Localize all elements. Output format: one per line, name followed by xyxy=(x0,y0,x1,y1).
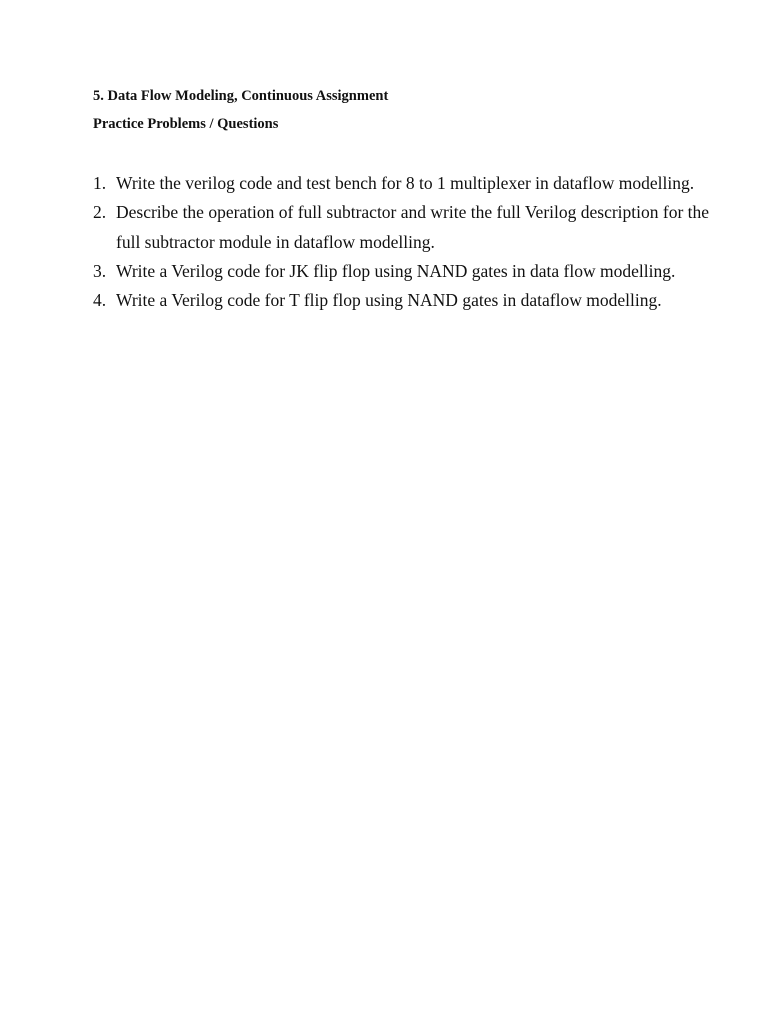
section-title: 5. Data Flow Modeling, Continuous Assignment xyxy=(93,88,389,104)
question-list xyxy=(93,169,733,315)
question-text: Write a Verilog code for T flip flop using NAND gates in dataflow modelling. xyxy=(116,290,662,311)
question-item xyxy=(93,198,733,257)
question-item xyxy=(93,169,733,198)
question-number: 2. xyxy=(93,202,107,223)
question-number: 3. xyxy=(93,260,107,281)
question-text: Write the verilog code and test bench for 8 to 1 multiplexer in dataflow modelling. xyxy=(116,173,695,193)
question-text: Write a Verilog code for JK flip flop using NAND gates in data flow modelling. xyxy=(116,260,676,281)
question-item xyxy=(93,257,733,286)
question-text: Describe the operation of full subtractor and write the full Verilog description for the full subtractor module in dataflow modelling. xyxy=(116,202,710,252)
question-item xyxy=(93,286,733,315)
subsection-title: Practice Problems / Questions xyxy=(93,116,279,132)
question-number: 4. xyxy=(93,290,107,311)
question-number: 1. xyxy=(93,173,107,193)
